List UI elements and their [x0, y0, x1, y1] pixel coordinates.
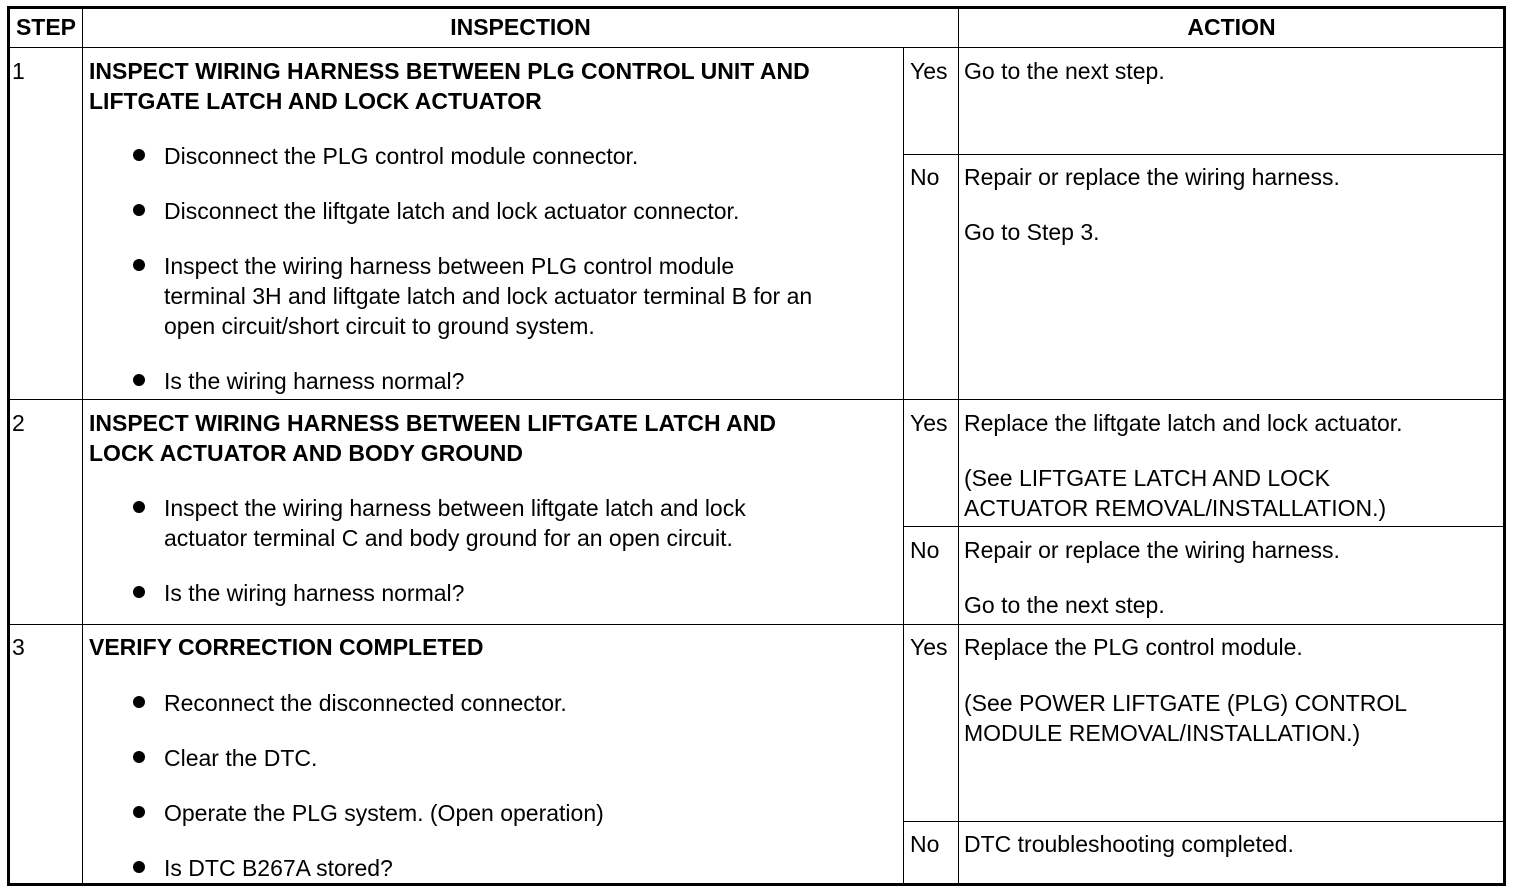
step-number: 1: [12, 58, 25, 84]
row-divider-step1: [9, 399, 1504, 400]
step-title: INSPECT WIRING HARNESS BETWEEN PLG CONTROL UNIT AND: [89, 58, 810, 84]
list-item: terminal 3H and liftgate latch and lock actuator terminal B for an: [164, 283, 813, 309]
action-text: DTC troubleshooting completed.: [964, 831, 1294, 857]
list-item: Inspect the wiring harness between PLG control module: [164, 253, 735, 279]
step-title: LIFTGATE LATCH AND LOCK ACTUATOR: [89, 88, 542, 114]
action-text: Go to the next step.: [964, 592, 1165, 618]
header-inspection: INSPECTION: [450, 14, 591, 40]
bullet-icon: [133, 751, 145, 763]
bullet-icon: [133, 586, 145, 598]
header-step: STEP: [15, 14, 77, 40]
list-item: Inspect the wiring harness between liftgate latch and lock: [164, 495, 746, 521]
list-item: Disconnect the liftgate latch and lock actuator connector.: [164, 198, 740, 224]
list-item: Reconnect the disconnected connector.: [164, 690, 567, 716]
action-text: Go to Step 3.: [964, 219, 1100, 245]
list-item: actuator terminal C and body ground for an open circuit.: [164, 525, 733, 551]
action-text: Go to the next step.: [964, 58, 1165, 84]
step-number: 2: [12, 410, 25, 436]
list-item: open circuit/short circuit to ground system.: [164, 313, 595, 339]
row-divider-step2: [9, 624, 1504, 625]
action-text: Replace the PLG control module.: [964, 634, 1303, 660]
action-text: Replace the liftgate latch and lock actuator.: [964, 410, 1403, 436]
no-label: No: [910, 831, 940, 857]
bullet-icon: [133, 806, 145, 818]
list-item: Is the wiring harness normal?: [164, 368, 465, 394]
bullet-icon: [133, 374, 145, 386]
bullet-icon: [133, 149, 145, 161]
header-action: ACTION: [1187, 14, 1276, 40]
bullet-icon: [133, 861, 145, 873]
list-item: Operate the PLG system. (Open operation): [164, 800, 604, 826]
no-label: No: [910, 164, 940, 190]
column-divider-yesno: [903, 48, 904, 884]
action-text: Repair or replace the wiring harness.: [964, 164, 1340, 190]
bullet-icon: [133, 204, 145, 216]
action-text: ACTUATOR REMOVAL/INSTALLATION.): [964, 495, 1387, 521]
action-text: Repair or replace the wiring harness.: [964, 537, 1340, 563]
yes-label: Yes: [910, 58, 948, 84]
bullet-icon: [133, 501, 145, 513]
action-text: (See LIFTGATE LATCH AND LOCK: [964, 465, 1330, 491]
list-item: Disconnect the PLG control module connector.: [164, 143, 639, 169]
list-item: Is DTC B267A stored?: [164, 855, 393, 881]
bullet-icon: [133, 696, 145, 708]
column-divider-action: [958, 8, 959, 884]
action-text: MODULE REMOVAL/INSTALLATION.): [964, 720, 1361, 746]
column-divider-step: [82, 8, 83, 884]
yes-label: Yes: [910, 410, 948, 436]
step-title: VERIFY CORRECTION COMPLETED: [89, 634, 484, 660]
action-text: (See POWER LIFTGATE (PLG) CONTROL: [964, 690, 1408, 716]
list-item: Clear the DTC.: [164, 745, 318, 771]
row-divider-step3-yes-no: [903, 821, 1504, 822]
list-item: Is the wiring harness normal?: [164, 580, 465, 606]
row-divider-step2-yes-no: [903, 526, 1504, 527]
row-divider-step1-yes-no: [903, 154, 1504, 155]
step-title: LOCK ACTUATOR AND BODY GROUND: [89, 440, 524, 466]
bullet-icon: [133, 259, 145, 271]
step-title: INSPECT WIRING HARNESS BETWEEN LIFTGATE LATCH AND: [89, 410, 777, 436]
yes-label: Yes: [910, 634, 948, 660]
row-divider-header: [9, 47, 1504, 48]
no-label: No: [910, 537, 940, 563]
step-number: 3: [12, 634, 25, 660]
